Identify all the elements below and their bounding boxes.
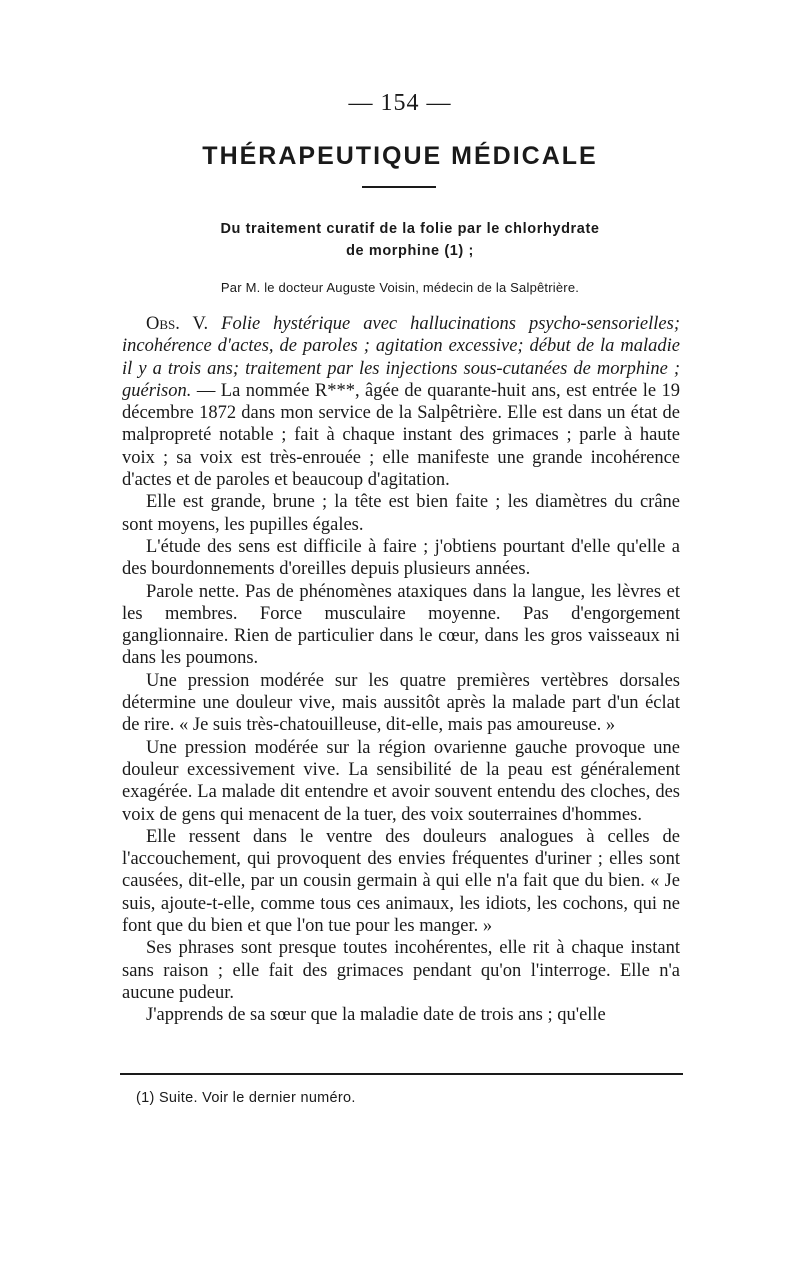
article-title-line2: de morphine (1) ; [346,243,474,259]
article-title-line1: Du traitement curatif de la folie par le chlorhydrate [220,221,600,237]
paragraph-5: Une pression modérée sur les quatre premières vertèbres dorsales détermine une douleur vive, mais aussitôt après la malade part d'un éclat de rire. « Je suis très-chatouilleuse, dit-elle, mais pas amoureuse. » [122,670,680,736]
paragraph-9: J'apprends de sa sœur que la maladie date de trois ans ; qu'elle [146,1005,606,1026]
body-text [122,313,680,1027]
paragraph-2: Elle est grande, brune ; la tête est bien faite ; les diamètres du crâne sont moyens, les pupilles égales. [122,492,680,535]
paragraph-4: Parole nette. Pas de phénomènes ataxiques dans la langue, les lèvres et les membres. Force musculaire moyenne. Pas d'engorgement ganglionnaire. Rien de particulier dans le cœur, dans les gros vaisseaux ni dans les poumons. [122,581,680,669]
paragraph-1-text: — La nommée R***, âgée de quarante-huit ans, est entrée le 19 décembre 1872 dans mon service de la Salpêtrière. Elle est dans un état de malpropreté notable ; fait à chaque instant des grimaces ; parle à haute voix ; sa voix est très-enrouée ; elle manifeste une grande incohérence d'actes et de paroles et beaucoup d'agitation. [122,380,680,491]
footnote: (1) Suite. Voir le dernier numéro. [136,1090,356,1106]
footnote-rule [120,1073,683,1075]
page-number: — 154 — [348,90,452,116]
paragraph-8: Ses phrases sont presque toutes incohérentes, elle rit à chaque instant sans raison ; elle fait des grimaces pendant qu'on l'interroge. Elle n'a aucune pudeur. [122,938,680,1003]
paragraph-7: Elle ressent dans le ventre des douleurs analogues à celles de l'accouchement, qui provoquent des envies fréquentes d'uriner ; elles sont causées, dit-elle, par un cousin germain à qui elle n'a fait que du bien. « Je suis, ajoute-t-elle, comme tous ces animaux, les idiots, les cochons, qui ne font que du bien et que l'on tue pour les manger. » [122,826,680,937]
paragraph-6: Une pression modérée sur la région ovarienne gauche provoque une douleur excessivement vive. La sensibilité de la peau est généralement exagérée. La malade dit entendre et avoir souvent entendu des cloches, des voix de gens qui menacent de la tuer, des voix souterraines d'hommes. [122,737,680,825]
paragraph-1 [122,313,680,491]
title-rule [362,186,436,188]
article-title [150,218,670,262]
obs-title: Folie hystérique avec hallucinations psycho-sensorielles; incohérence d'actes, de paroles ; agitation excessive; début de la maladie il y a trois ans; traitement par les injections sous-cutanées de morphine ; guérison. [122,314,680,401]
paragraph-3: L'étude des sens est difficile à faire ; j'obtiens pourtant d'elle qu'elle a des bourdonnements d'oreilles depuis plusieurs années. [122,536,680,580]
section-title: THÉRAPEUTIQUE MÉDICALE [202,142,598,170]
obs-label: Obs. V. [146,314,209,334]
author-line: Par M. le docteur Auguste Voisin, médecin de la Salpêtrière. [220,280,580,295]
